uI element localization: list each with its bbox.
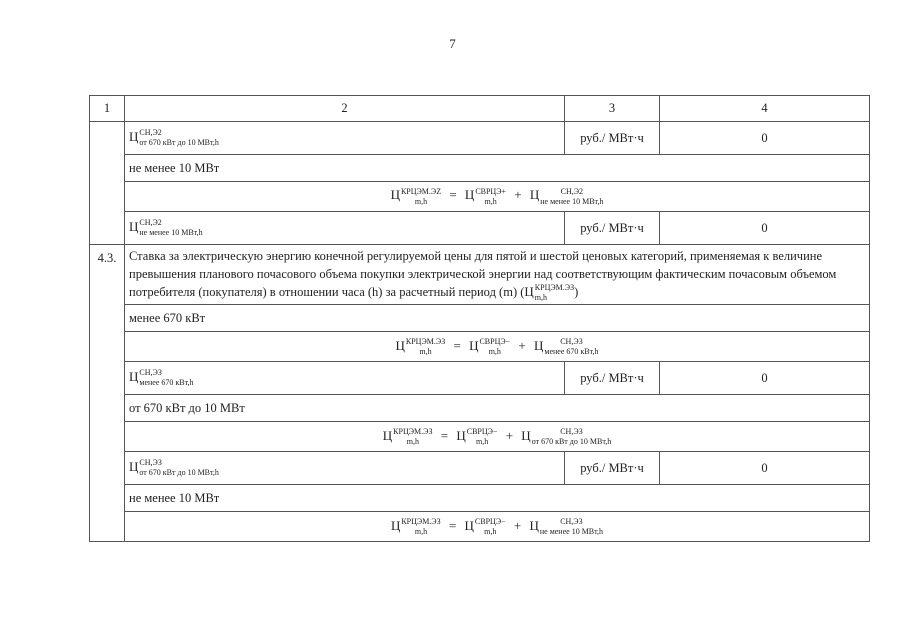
header-col-1: 1 <box>90 96 125 122</box>
formula-cell: Ц КРЦЭМ.ЭЗ m,h = Ц СВРЦЭ− m,h + Ц СН,ЭЗ от 670 кВт до 10 МВт,h <box>125 422 870 452</box>
formula-cell: Ц КРЦЭМ.ЭЗ m,h = Ц СВРЦЭ− m,h + Ц СН,ЭЗ не менее 10 МВт,h <box>125 512 870 542</box>
table-row <box>90 422 870 452</box>
formula-cell: Ц КРЦЭМ.ЭЗ m,h = Ц СВРЦЭ− m,h + Ц СН,ЭЗ менее 670 кВт,h <box>125 332 870 362</box>
table-row <box>90 122 870 155</box>
section-description: Ставка за электрическую энергию конечной регулируемой цены для пятой и шестой ценовых категорий, применяемая к величине превышения планового почасового объема покупки электрической энергии над соответствующим фактическим почасовым объемом потребителя (покупателя) в отношении часа (h) за расчетный период (m) (Ц КРЦЭМ.ЭЗ m,h ) <box>125 245 870 305</box>
table-row <box>90 155 870 182</box>
value-cell: 0 <box>660 122 870 155</box>
value-cell: 0 <box>660 212 870 245</box>
table-row <box>90 245 870 305</box>
header-col-3: 3 <box>565 96 660 122</box>
rate-symbol-cell <box>125 212 565 245</box>
capacity-label: не менее 10 МВт <box>125 485 870 512</box>
table-row <box>90 182 870 212</box>
capacity-label: от 670 кВт до 10 МВт <box>125 395 870 422</box>
table-row <box>90 452 870 485</box>
tariff-table <box>89 95 870 542</box>
table-row <box>90 332 870 362</box>
rate-symbol: Ц СН,ЭЗ от 670 кВт до 10 МВт,h <box>129 458 219 478</box>
units-cell: руб./ МВт·ч <box>565 122 660 155</box>
header-col-2: 2 <box>125 96 565 122</box>
table-row <box>90 485 870 512</box>
capacity-label: не менее 10 МВт <box>125 155 870 182</box>
units-cell: руб./ МВт·ч <box>565 452 660 485</box>
capacity-label: менее 670 кВт <box>125 305 870 332</box>
table-row <box>90 305 870 332</box>
rate-symbol-cell <box>125 452 565 485</box>
row-number-blank <box>90 122 125 245</box>
section-number: 4.3. <box>90 245 125 542</box>
table-row <box>90 212 870 245</box>
rate-symbol: Ц СН,Э2 от 670 кВт до 10 МВт,h <box>129 128 219 147</box>
rate-symbol-cell <box>125 122 565 155</box>
table-row <box>90 362 870 395</box>
units-cell: руб./ МВт·ч <box>565 212 660 245</box>
table-row <box>90 395 870 422</box>
page-number: 7 <box>449 36 456 51</box>
value-cell: 0 <box>660 362 870 395</box>
formula-cell: Ц КРЦЭМ.ЭZ m,h = Ц СВРЦЭ+ m,h + Ц СН,Э2 не менее 10 МВт,h <box>125 182 870 212</box>
table-header-row <box>90 96 870 122</box>
rate-symbol-cell <box>125 362 565 395</box>
header-col-4: 4 <box>660 96 870 122</box>
rate-symbol: Ц СН,ЭЗ менее 670 кВт,h <box>129 368 194 388</box>
value-cell: 0 <box>660 452 870 485</box>
units-cell: руб./ МВт·ч <box>565 362 660 395</box>
table-row <box>90 512 870 542</box>
rate-symbol: Ц СН,Э2 не менее 10 МВт,h <box>129 218 203 237</box>
